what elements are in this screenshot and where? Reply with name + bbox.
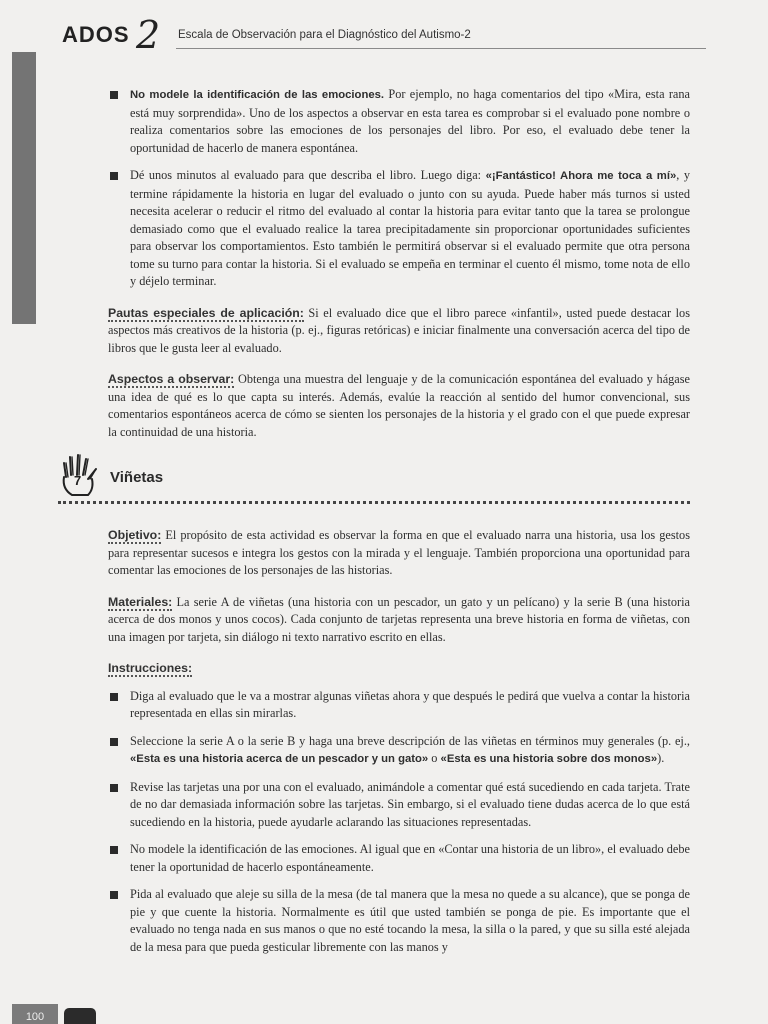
pautas-paragraph: Pautas especiales de aplicación: Si el evaluado dice que el libro parece «infantil», usted puede destacar los aspectos más creativos de la historia (p. ej., figuras retóricas) e iniciar finalmente una conversación acerca del tipo de libros que le gusta leer al evaluado.	[108, 305, 690, 355]
section-heading	[58, 453, 690, 505]
instrucciones-label: Instrucciones:	[108, 661, 193, 675]
section-number: 7	[74, 473, 82, 488]
ados-logo: ADOS	[62, 22, 130, 47]
bullet-item: Pida al evaluado que aleje su silla de la mesa (de tal manera que la mesa no quede a su alcance), que se ponga de pie y que cuente la historia. Normalmente es útil que usted también se ponga de pie. Es importante que el evaluado no tenga nada en sus manos o que no esté tocando la mesa, la silla o la pared, y que su silla esté alejada de la mesa para que pueda gesticular libremente con las manos y	[108, 886, 690, 956]
bullet-square-icon	[110, 693, 118, 701]
ados-logo-number: 2	[136, 13, 161, 57]
bullet-square-icon	[110, 784, 118, 792]
header-rule	[176, 48, 706, 49]
objetivo-paragraph: Objetivo: El propósito de esta actividad es observar la forma en que el evaluado narra una historia, usa los gestos para representar sucesos e integra los gestos con la mirada y el lenguaje. También proporciona una oportunidad para comentar las emociones de los personajes de las historias.	[108, 528, 690, 577]
page-header	[62, 13, 702, 62]
section-title: Viñetas	[110, 469, 164, 486]
side-tab-bar	[12, 52, 36, 324]
section-dotted-rule	[58, 501, 690, 504]
instrucciones-heading	[108, 660, 690, 678]
footer-logo-icon	[64, 1008, 96, 1024]
bullet-item: Diga al evaluado que le va a mostrar algunas viñetas ahora y que después le pedirá que vuelva a contar la historia representada en ellas sin mirarlas.	[108, 688, 690, 723]
bullet-item: Dé unos minutos al evaluado para que describa el libro. Luego diga: «¡Fantástico! Ahora me toca a mí», y termine rápidamente la historia en lugar del evaluado o junto con su ayuda. Puede haber más turnos si usted necesita acelerar o reducir el ritmo del evaluado al contar la historia para evitar tanto que la tarea se prolongue demasiado como que el evaluado realice la tarea precipitadamente sin proporcionar oportunidades suficientes para observar los comportamientos. Esto también le permitirá observar si el evaluado permite que otra persona tome su turno para contar la historia. Si el evaluado se empeña en terminar el cuento él mismo, tome nota de ello y déjelo terminar.	[108, 167, 690, 291]
bullet-square-icon	[110, 846, 118, 854]
page-number: 100	[12, 1004, 58, 1024]
page-content	[74, 86, 691, 966]
bullet-item: No modele la identificación de las emociones. Al igual que en «Contar una historia de un libro», el evaluado debe tener la oportunidad de hacerlo espontáneamente.	[108, 841, 690, 876]
bullet-item: Revise las tarjetas una por una con el evaluado, animándole a comentar qué está sucediendo en cada tarjeta. Trate de no dar demasiada información sobre las tarjetas. Sin embargo, si el evaluado tiene dudas acerca de lo que está sucediendo en la historia, puede ayudarle aclarando las situaciones representadas.	[108, 779, 690, 832]
bullet-square-icon	[110, 91, 118, 99]
bullet-square-icon	[110, 891, 118, 899]
materiales-label: Materiales:	[108, 594, 173, 609]
pautas-label: Pautas especiales de aplicación:	[108, 305, 304, 320]
header-title: Escala de Observación para el Diagnóstico del Autismo-2	[178, 29, 471, 41]
materiales-paragraph: Materiales: La serie A de viñetas (una historia con un pescador, un gato y un pelícano) y la serie B (una historia acerca de dos monos y unos cocos). Cada conjunto de tarjetas representa una breve historia en forma de viñetas, con una imagen por tarjeta, sin diálogo ni texto narrativo escrito en ellas.	[108, 594, 690, 644]
objetivo-label: Objetivo:	[108, 528, 162, 542]
aspectos-label: Aspectos a observar:	[108, 372, 235, 386]
bullet-item: Seleccione la serie A o la serie B y haga una breve descripción de las viñetas en términos muy generales (p. ej., «Esta es una historia acerca de un pescador y un gato» o «Esta es una historia sobre dos monos»).	[108, 733, 690, 769]
aspectos-paragraph: Aspectos a observar: Obtenga una muestra del lenguaje y de la comunicación espontánea del evaluado y hágase una idea de qué es lo que capta su interés. Además, evalúe la reacción al sentido del humor convencional, sus comentarios espontáneos acerca de cómo se sienten los personajes de la historia y el grado con el que puede expresar la continuidad de una historia.	[108, 372, 690, 439]
bullet-square-icon	[110, 172, 118, 180]
bullet-item: No modele la identificación de las emociones. Por ejemplo, no haga comentarios del tipo «Mira, esta rana está muy sorprendida». Uno de los aspectos a observar en esta tarea es comprobar si el evaluado pone nombre o realiza comentarios sobre las emociones de los personajes del libro. Por eso, el evaluado debe tener la oportunidad de hacerlo de manera espontánea.	[108, 86, 690, 157]
bullet-square-icon	[110, 738, 118, 746]
